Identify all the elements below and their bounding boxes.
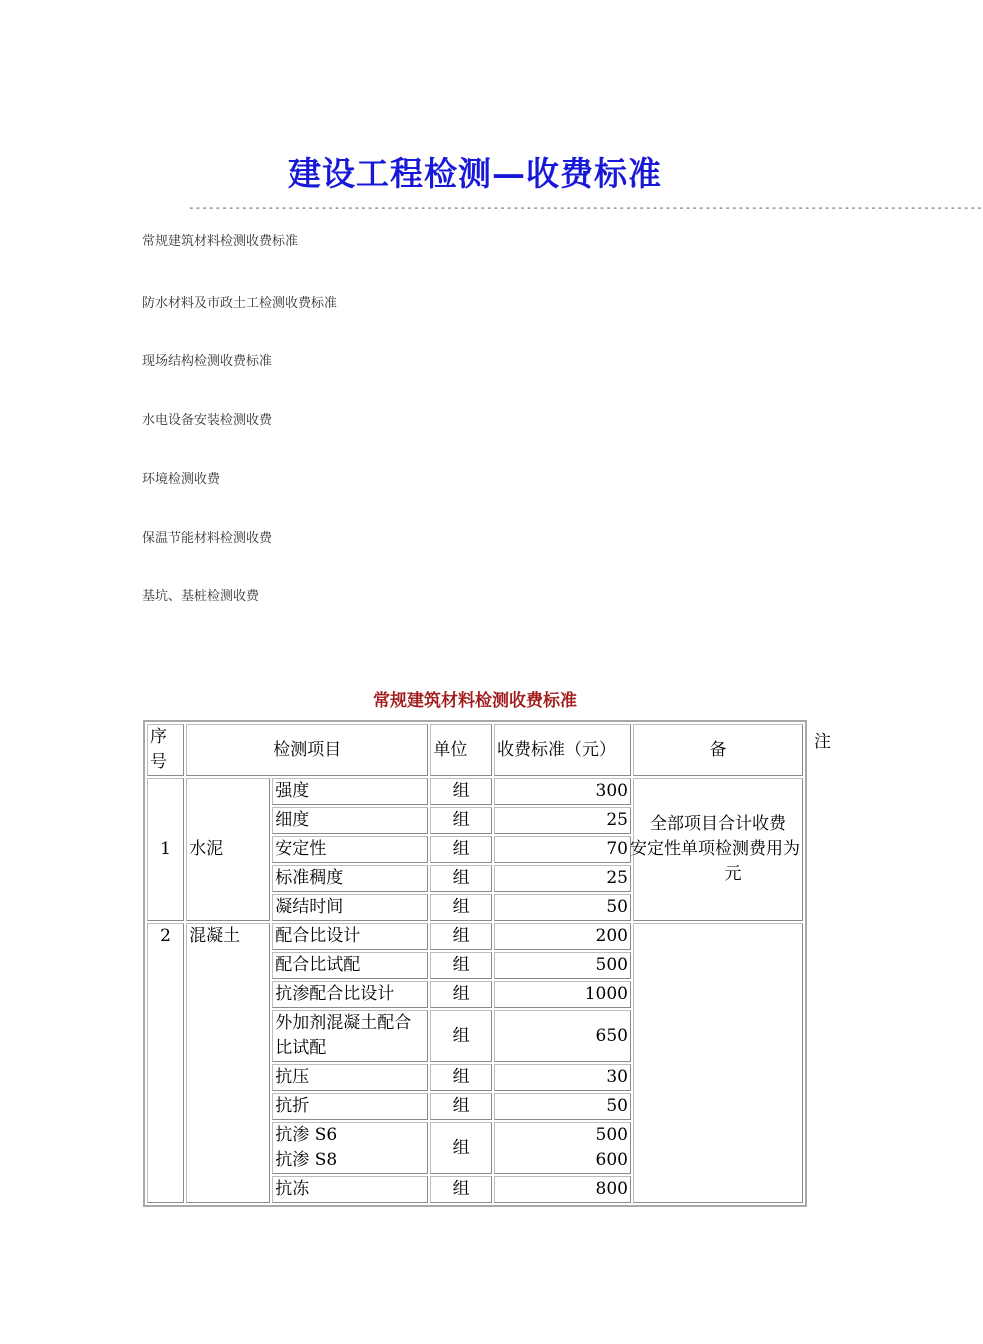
fee-cell: 25 bbox=[494, 865, 631, 892]
fee-cell: 25 bbox=[494, 807, 631, 834]
item-line: 抗渗 S6 bbox=[275, 1125, 338, 1145]
item-cell: 抗渗配合比设计 bbox=[272, 981, 428, 1008]
item-cell: 安定性 bbox=[272, 836, 428, 863]
note-cell bbox=[633, 923, 803, 1203]
fee-cell: 50 bbox=[494, 894, 631, 921]
header-seq: 序号 bbox=[147, 724, 184, 776]
table-header-row bbox=[147, 724, 803, 776]
item-cell: 抗冻 bbox=[272, 1176, 428, 1203]
note-line: 全部项目合计收费 bbox=[649, 814, 786, 834]
group-name: 混凝土 bbox=[186, 923, 270, 1203]
fee-cell: 800 bbox=[494, 1176, 631, 1203]
item-line: 外加剂混凝土配合 bbox=[275, 1013, 412, 1033]
unit-cell: 组 bbox=[430, 778, 492, 805]
table-row bbox=[147, 778, 803, 805]
nav-link-environment[interactable]: 环境检测收费 bbox=[142, 472, 221, 487]
nav-link-waterproof[interactable]: 防水材料及市政土工检测收费标准 bbox=[142, 296, 338, 311]
nav-link-foundation-pile[interactable]: 基坑、基桩检测收费 bbox=[142, 589, 260, 604]
header-fee: 收费标准（元） bbox=[494, 724, 631, 776]
unit-cell: 组 bbox=[430, 1010, 492, 1062]
fee-line: 500 bbox=[595, 1125, 628, 1145]
page-title: 建设工程检测—收费标准 bbox=[288, 154, 662, 193]
unit-cell: 组 bbox=[430, 894, 492, 921]
table-title: 常规建筑材料检测收费标准 bbox=[373, 691, 577, 711]
note-line: 安定性单项检测费用为 bbox=[629, 839, 800, 859]
unit-cell: 组 bbox=[430, 923, 492, 950]
unit-cell: 组 bbox=[430, 1093, 492, 1120]
fee-line: 600 bbox=[595, 1150, 628, 1170]
fee-cell: 30 bbox=[494, 1064, 631, 1091]
note-cell bbox=[629, 778, 803, 921]
nav-link-onsite-structure[interactable]: 现场结构检测收费标准 bbox=[142, 354, 273, 369]
unit-cell: 组 bbox=[430, 981, 492, 1008]
unit-cell: 组 bbox=[430, 1064, 492, 1091]
item-cell: 凝结时间 bbox=[272, 894, 428, 921]
item-cell bbox=[272, 1122, 428, 1174]
item-cell: 配合比试配 bbox=[272, 952, 428, 979]
unit-cell: 组 bbox=[430, 1176, 492, 1203]
group-seq: 1 bbox=[147, 778, 184, 921]
nav-link-mep-install[interactable]: 水电设备安装检测收费 bbox=[142, 413, 273, 428]
item-cell: 抗压 bbox=[272, 1064, 428, 1091]
fee-table bbox=[143, 720, 807, 1207]
fee-cell: 70 bbox=[494, 836, 631, 863]
header-note-suffix: 注 bbox=[814, 732, 831, 752]
header-note: 备 bbox=[633, 724, 803, 776]
unit-cell: 组 bbox=[430, 952, 492, 979]
item-cell: 标准稠度 bbox=[272, 865, 428, 892]
table-row bbox=[147, 923, 803, 950]
item-line: 比试配 bbox=[275, 1038, 327, 1058]
fee-cell: 300 bbox=[494, 778, 631, 805]
item-cell: 配合比设计 bbox=[272, 923, 428, 950]
unit-cell: 组 bbox=[430, 865, 492, 892]
unit-cell: 组 bbox=[430, 807, 492, 834]
fee-cell: 650 bbox=[494, 1010, 631, 1062]
item-cell: 强度 bbox=[272, 778, 428, 805]
group-seq: 2 bbox=[147, 923, 184, 1203]
item-cell: 抗折 bbox=[272, 1093, 428, 1120]
unit-cell: 组 bbox=[430, 1122, 492, 1174]
item-line: 抗渗 S8 bbox=[275, 1150, 338, 1170]
group-name: 水泥 bbox=[186, 778, 270, 921]
divider: ------------------------------------------------------------------------------------------------------------------------ bbox=[188, 201, 983, 214]
nav-link-common-materials[interactable]: 常规建筑材料检测收费标准 bbox=[142, 234, 299, 249]
fee-cell: 50 bbox=[494, 1093, 631, 1120]
note-line: 元 bbox=[724, 864, 742, 884]
header-item: 检测项目 bbox=[186, 724, 428, 776]
fee-cell: 500 bbox=[494, 952, 631, 979]
nav-link-insulation[interactable]: 保温节能材料检测收费 bbox=[142, 531, 273, 546]
header-unit: 单位 bbox=[430, 724, 492, 776]
unit-cell: 组 bbox=[430, 836, 492, 863]
fee-cell: 200 bbox=[494, 923, 631, 950]
fee-cell bbox=[494, 1122, 631, 1174]
fee-cell: 1000 bbox=[494, 981, 631, 1008]
item-cell bbox=[272, 1010, 428, 1062]
item-cell: 细度 bbox=[272, 807, 428, 834]
